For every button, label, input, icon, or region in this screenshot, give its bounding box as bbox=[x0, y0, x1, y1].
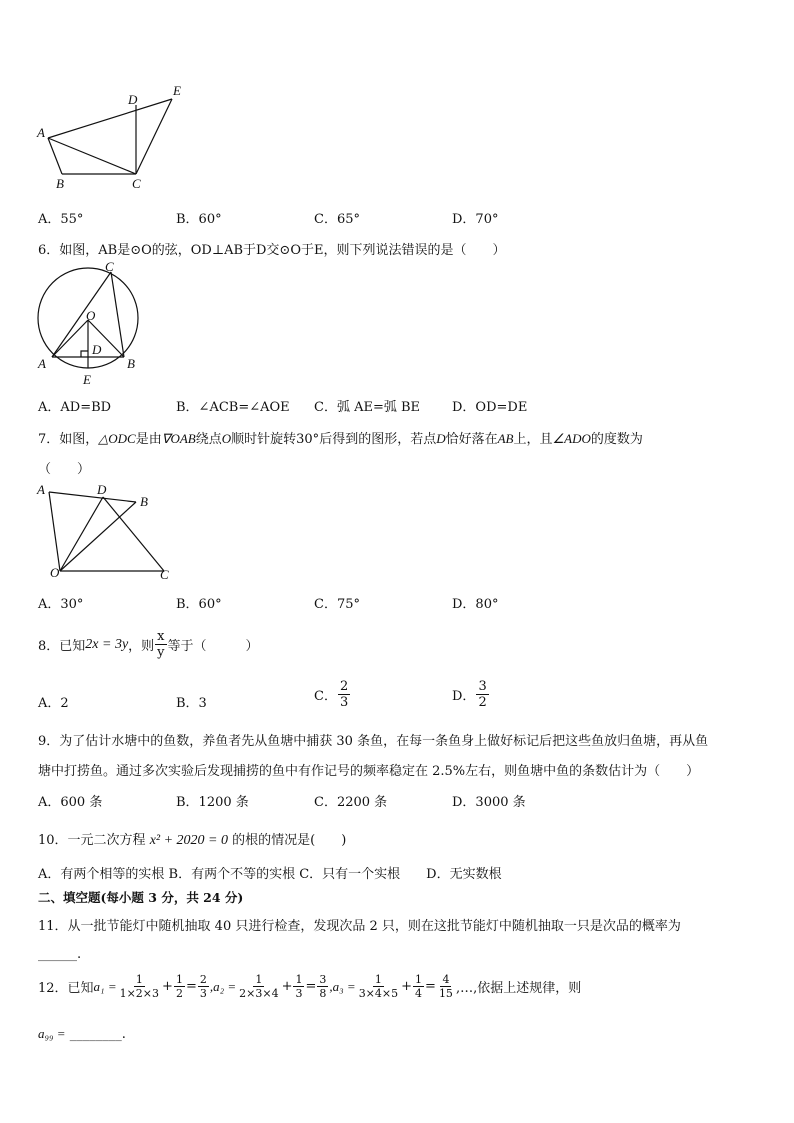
q8-stem-2: ，则 bbox=[128, 639, 155, 654]
q12-f9-num: 4 bbox=[442, 973, 450, 986]
q7-math-2: ∇OAB bbox=[161, 431, 196, 446]
fig7-label-a: A bbox=[37, 482, 45, 497]
q8-fraction bbox=[155, 630, 166, 659]
fig6-edge-ac bbox=[52, 272, 111, 357]
q7-stem-6: 恰好落在 bbox=[445, 432, 498, 447]
q12-a3: ,a₃ = bbox=[329, 978, 356, 994]
q6-stem: 6．如图，AB是⊙O的弦，OD⊥AB于D交⊙O于E，则下列说法错误的是（ ） bbox=[38, 243, 506, 258]
q7-option-b: B．60° bbox=[176, 597, 222, 612]
q8-math: 2x = 3y bbox=[85, 636, 129, 652]
q12-f2-num: 1 bbox=[175, 973, 183, 986]
q11-line-1: 11．从一批节能灯中随机抽取 40 只进行检查，发现次品 2 只，则在这批节能灯中随机抽取一只是次品的概率为 bbox=[38, 919, 681, 934]
q10-stem-1: 10．一元二次方程 bbox=[38, 833, 146, 848]
q10-options: A．有两个相等的实根 B．有两个不等的实根 C．只有一个实根 D．无实数根 bbox=[38, 867, 502, 882]
q12-frac-9 bbox=[437, 974, 455, 999]
q12-prefix: 12．已知 bbox=[38, 981, 94, 996]
q8-opt-d-num: 3 bbox=[478, 679, 487, 694]
q7-stem-5: 后得到的图形，若点 bbox=[319, 432, 437, 447]
q12-f5-den: 3 bbox=[295, 987, 303, 1000]
q6-option-c: C．弧 AE=弧 BE bbox=[314, 400, 421, 415]
q7-math-6: AB bbox=[497, 431, 514, 446]
q8-frac-num: x bbox=[157, 629, 165, 644]
q8-opt-c-num: 2 bbox=[339, 679, 349, 694]
fig7-edge-od bbox=[60, 497, 103, 571]
q12-eq-1: = bbox=[185, 979, 197, 994]
fig5-label-e: E bbox=[173, 83, 181, 98]
q9-option-b: B．1200 条 bbox=[176, 795, 249, 810]
q7-stem-1: 7．如图， bbox=[38, 432, 99, 447]
q7-stem-paren: （ ） bbox=[38, 462, 91, 477]
q12-f9-den: 15 bbox=[438, 987, 453, 1000]
q12-eq-2: = bbox=[305, 979, 317, 994]
q12-frac-7 bbox=[357, 974, 400, 999]
q7-stem-3: 绕点 bbox=[195, 432, 222, 447]
q6-option-a: A．AD=BD bbox=[38, 400, 112, 415]
fig7-label-b: B bbox=[140, 494, 148, 509]
q8-option-a: A．2 bbox=[38, 696, 69, 711]
fig7-edge-dc bbox=[103, 497, 164, 571]
q12-f3-den: 3 bbox=[199, 987, 207, 1000]
fig7-label-c: C bbox=[160, 567, 169, 582]
q12-plus-2: + bbox=[281, 979, 293, 994]
q7-stem bbox=[38, 428, 643, 447]
section-2-title: 二、填空题(每小题 3 分，共 24 分) bbox=[38, 890, 244, 905]
q12-f5-num: 1 bbox=[295, 973, 303, 986]
q11-blank: ______. bbox=[38, 947, 82, 962]
fig7-edge-ob bbox=[60, 502, 136, 571]
q7-stem-7: 上，且 bbox=[513, 432, 553, 447]
q7-math-5: D bbox=[436, 431, 446, 446]
q9-option-d: D．3000 条 bbox=[452, 795, 526, 810]
fig6-label-a: A bbox=[38, 356, 46, 371]
q12-stem bbox=[38, 974, 581, 999]
q5-option-a: A．55° bbox=[38, 212, 84, 227]
q5-option-c: C．65° bbox=[314, 212, 360, 227]
q12-f8-den: 4 bbox=[415, 987, 423, 1000]
q8-option-c bbox=[314, 680, 351, 709]
q9-line-2: 塘中打捞鱼。通过多次实验后发现捕捞的鱼中有作记号的频率稳定在 2.5%左右，则鱼塘中鱼的条数估计为（ ） bbox=[38, 764, 700, 779]
q12-answer bbox=[38, 1026, 126, 1042]
fig5-label-d: D bbox=[128, 92, 138, 107]
q12-f6-num: 3 bbox=[319, 973, 327, 986]
fig5-edge-ae bbox=[48, 99, 172, 138]
q8-option-d-prefix: D． bbox=[452, 689, 476, 704]
q12-f1-den: 1×2×3 bbox=[119, 987, 160, 1000]
q7-math-3: O bbox=[221, 431, 232, 446]
fig5-label-a: A bbox=[37, 125, 45, 140]
q7-math-4: 30° bbox=[296, 432, 320, 447]
q12-f6-den: 8 bbox=[319, 987, 327, 1000]
q12-plus-3: + bbox=[401, 979, 413, 994]
q8-option-d-fraction bbox=[476, 680, 488, 709]
q7-math-7: ∠ADO bbox=[552, 431, 591, 446]
q9-line-1: 9．为了估计水塘中的鱼数，养鱼者先从鱼塘中捕获 30 条鱼，在每一条鱼身上做好标记后把这些鱼放归鱼塘，再从鱼 bbox=[38, 734, 709, 749]
q12-frac-4 bbox=[237, 974, 280, 999]
q12-a1: a₁ = bbox=[93, 978, 117, 994]
q6-option-d: D．OD=DE bbox=[452, 400, 528, 415]
q10-math: x² + 2020 = 0 bbox=[149, 833, 228, 848]
fig6-label-d: D bbox=[92, 342, 102, 357]
q12-tail: ,…,依据上述规律，则 bbox=[455, 981, 582, 996]
fig5-label-b: B bbox=[56, 176, 64, 191]
q12-plus-1: + bbox=[162, 979, 173, 994]
q7-stem-4: 顺时针旋转 bbox=[231, 432, 297, 447]
q6-figure bbox=[36, 258, 156, 388]
q8-stem-1: 8．已知 bbox=[38, 639, 86, 654]
q5-figure bbox=[36, 84, 186, 194]
fig5-label-c: C bbox=[132, 176, 141, 191]
fig6-label-c: C bbox=[105, 259, 114, 274]
q7-stem-8: 的度数为 bbox=[590, 432, 643, 447]
fig6-label-b: B bbox=[127, 356, 135, 371]
q8-frac-den: y bbox=[157, 645, 165, 660]
q5-option-d: D．70° bbox=[452, 212, 499, 227]
q10-stem bbox=[38, 829, 346, 849]
q8-option-b: B．3 bbox=[176, 696, 207, 711]
q9-option-a: A．600 条 bbox=[38, 795, 103, 810]
q5-option-b: B．60° bbox=[176, 212, 222, 227]
fig7-label-d: D bbox=[97, 482, 107, 497]
q10-stem-2: 的根的情况是( ) bbox=[232, 833, 347, 848]
fig6-label-o: O bbox=[86, 308, 96, 323]
q12-f2-den: 2 bbox=[175, 987, 183, 1000]
q8-option-c-prefix: C． bbox=[314, 689, 337, 704]
q12-frac-8 bbox=[413, 974, 424, 999]
q12-frac-6 bbox=[317, 974, 328, 999]
q12-a2: ,a₂ = bbox=[209, 978, 237, 994]
q8-option-c-fraction bbox=[338, 680, 350, 709]
q12-frac-2 bbox=[174, 974, 185, 999]
q7-option-c: C．75° bbox=[314, 597, 360, 612]
fig7-label-o: O bbox=[50, 565, 60, 580]
q12-eq-3: = bbox=[425, 979, 436, 994]
q6-option-b: B．∠ACB=∠AOE bbox=[176, 400, 290, 415]
fig6-label-e: E bbox=[83, 372, 91, 387]
q12-f7-num: 1 bbox=[374, 973, 382, 986]
fig6-edge-bc bbox=[111, 272, 124, 357]
q12-answer-blank: ________. bbox=[69, 1027, 126, 1042]
q12-frac-5 bbox=[293, 974, 304, 999]
q12-f7-den: 3×4×5 bbox=[358, 987, 399, 1000]
q8-opt-d-den: 2 bbox=[478, 695, 487, 710]
q7-stem-2: 是由 bbox=[135, 432, 162, 447]
fig5-edge-ac bbox=[48, 138, 136, 174]
q7-math-1: △ODC bbox=[98, 431, 136, 446]
q7-option-a: A．30° bbox=[38, 597, 84, 612]
q12-f1-num: 1 bbox=[135, 973, 143, 986]
q12-f8-num: 1 bbox=[415, 973, 423, 986]
q8-option-d bbox=[452, 680, 490, 709]
q12-frac-1 bbox=[118, 974, 161, 999]
q12-answer-lhs: a₉₉ = bbox=[38, 1026, 66, 1041]
fig7-edge-ab bbox=[49, 492, 136, 502]
q12-f4-num: 1 bbox=[255, 973, 263, 986]
fig5-edge-ec bbox=[136, 99, 172, 174]
q8-stem bbox=[38, 630, 259, 659]
q9-option-c: C．2200 条 bbox=[314, 795, 388, 810]
q7-figure bbox=[36, 482, 186, 582]
q8-opt-c-den: 3 bbox=[339, 695, 349, 710]
fig6-right-angle bbox=[81, 351, 88, 357]
q8-stem-3: 等于（ ） bbox=[167, 639, 259, 654]
fig7-edge-oa bbox=[49, 492, 60, 571]
q12-f3-num: 2 bbox=[199, 973, 207, 986]
q7-option-d: D．80° bbox=[452, 597, 499, 612]
q12-frac-3 bbox=[198, 974, 209, 999]
q12-f4-den: 2×3×4 bbox=[239, 987, 279, 1000]
